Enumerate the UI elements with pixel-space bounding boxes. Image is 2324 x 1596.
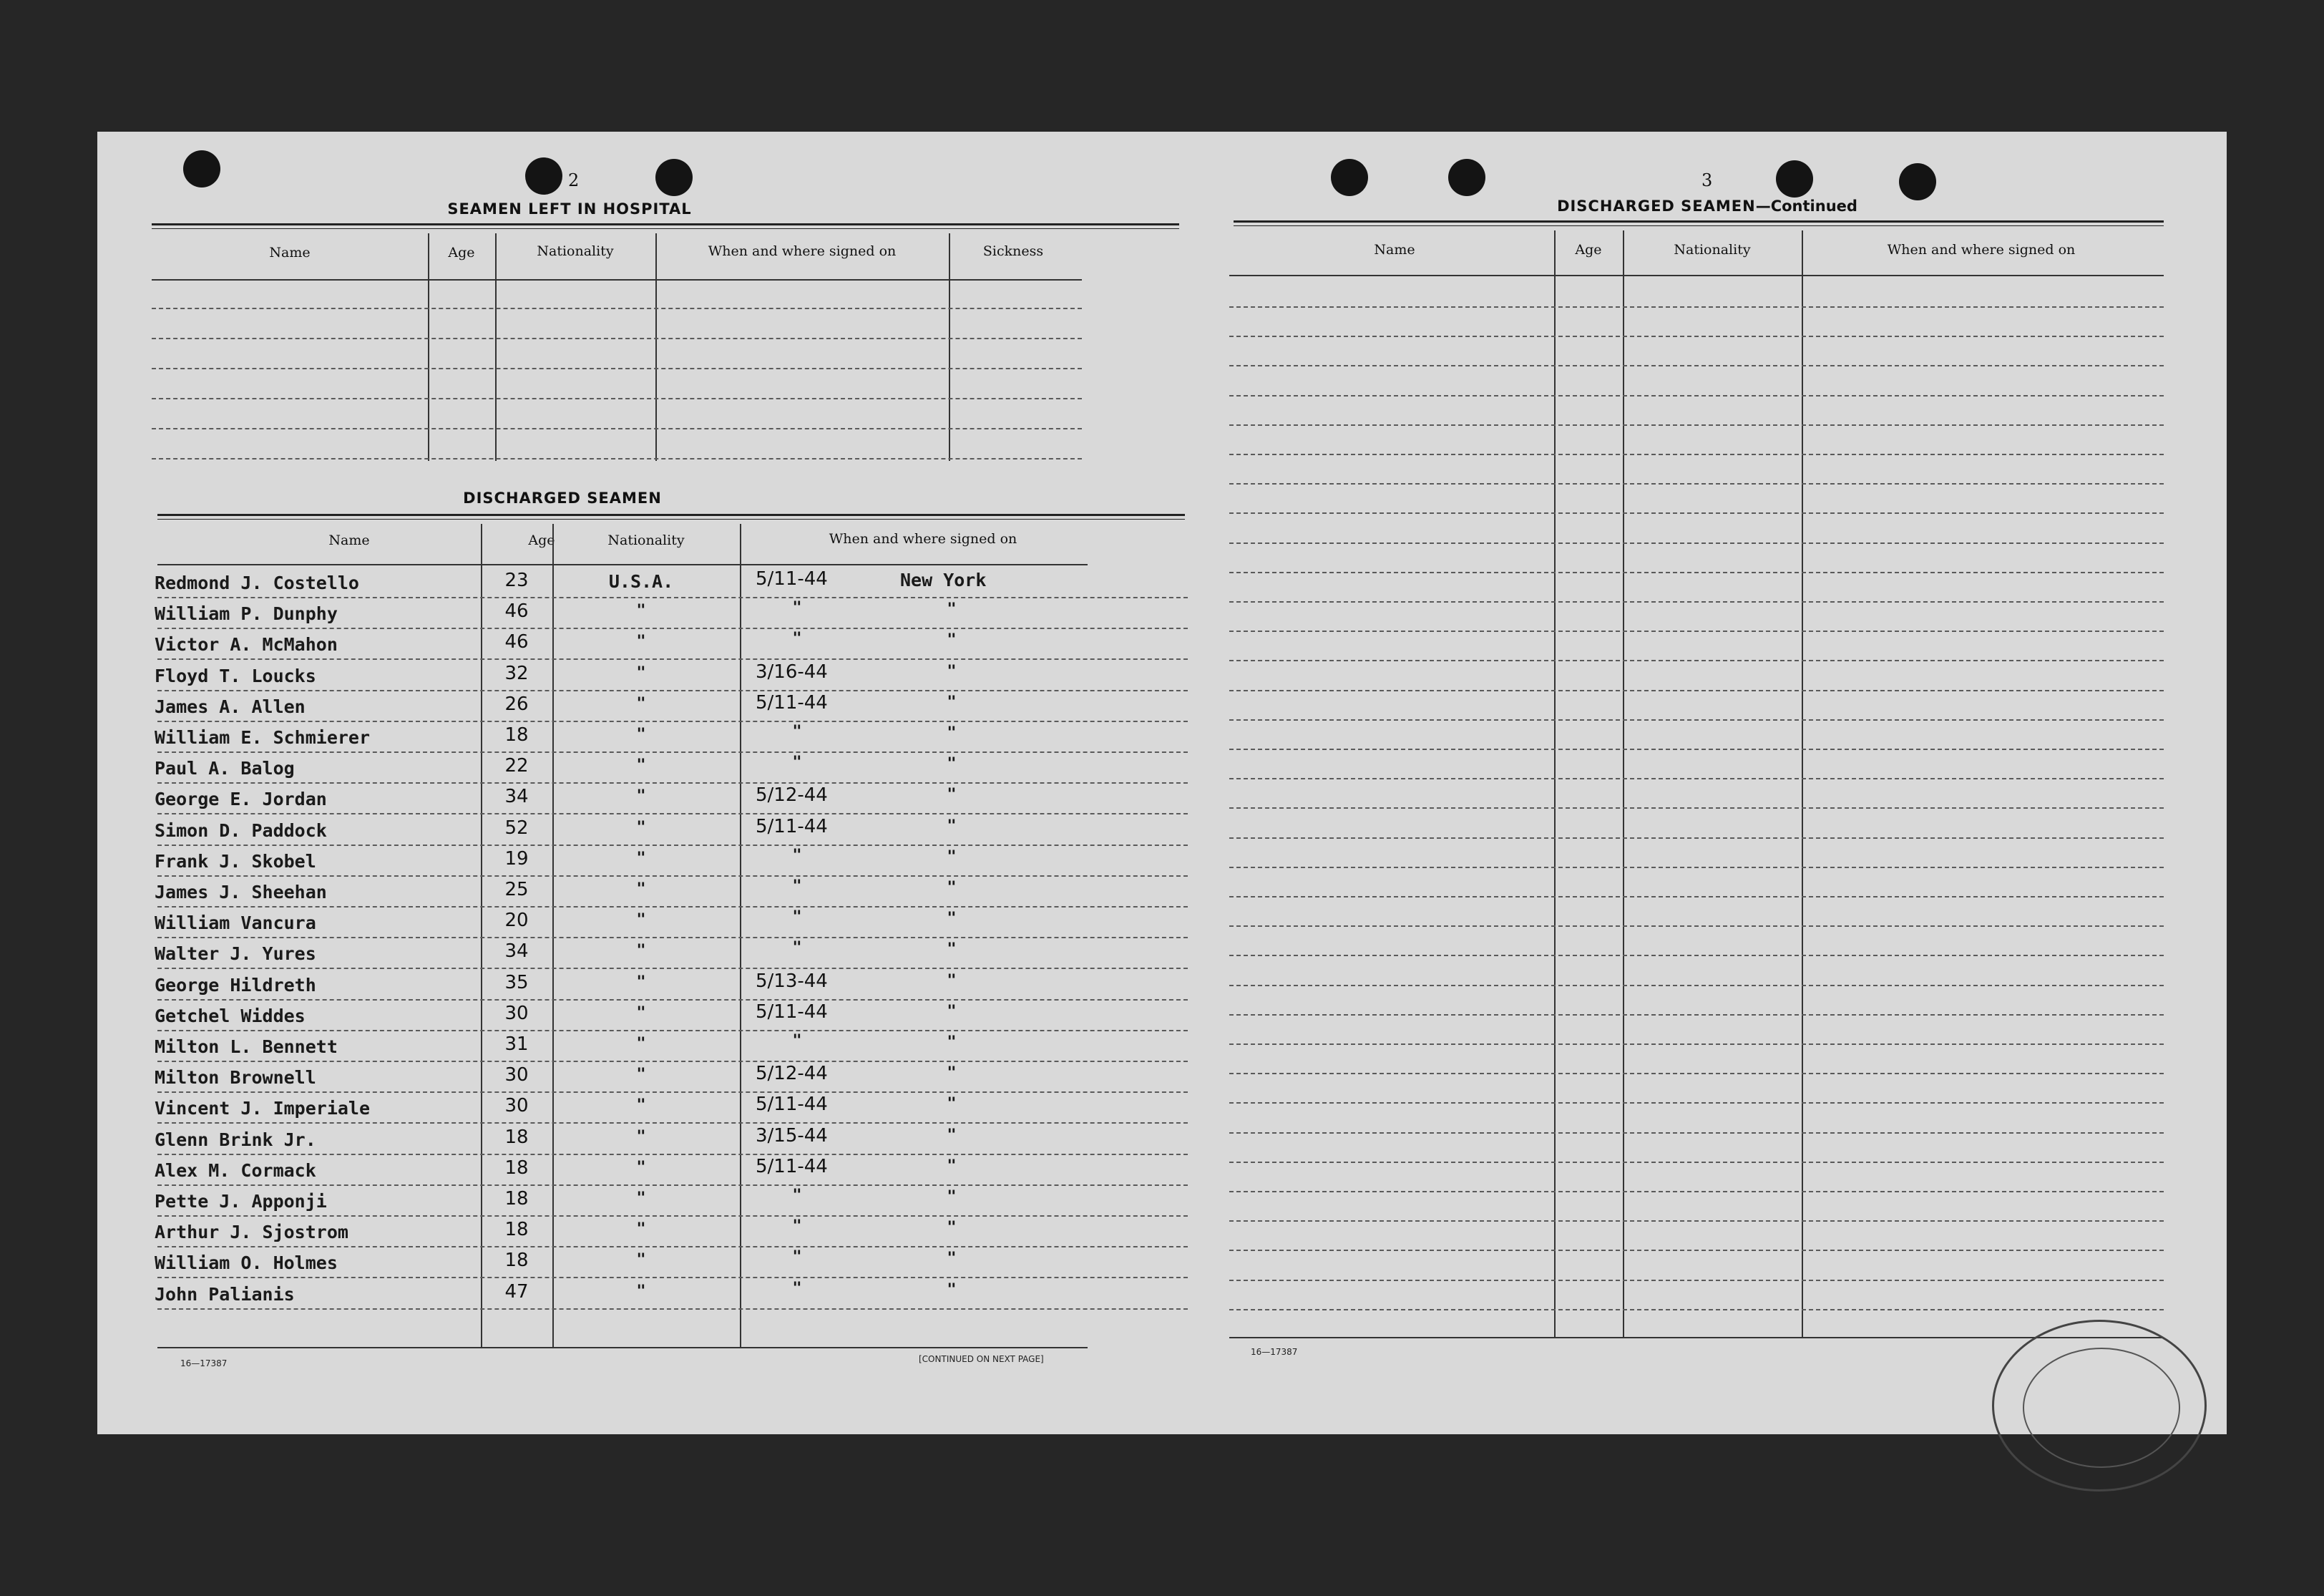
seaman-nationality: " (636, 911, 646, 930)
col-header-nationality: Nationality (1674, 242, 1751, 258)
signed-on-date: " (792, 723, 802, 741)
signed-on-place: " (947, 1064, 957, 1083)
signed-on-place: " (947, 817, 957, 835)
seaman-nationality: " (636, 1066, 646, 1084)
seaman-nationality: " (636, 1127, 646, 1146)
seaman-nationality: " (636, 1035, 646, 1053)
signed-on-date: " (792, 1217, 802, 1236)
page-number-right: 3 (1702, 170, 1713, 190)
seaman-age: 26 (504, 693, 529, 715)
seaman-nationality: " (636, 787, 646, 806)
seaman-nationality: " (636, 663, 646, 682)
signed-on-date: 5/12-44 (756, 784, 828, 807)
signed-on-date: 5/11-44 (756, 568, 828, 590)
col-header-age: Age (1575, 242, 1602, 258)
seaman-nationality: " (636, 1189, 646, 1207)
seaman-nationality: " (636, 1220, 646, 1239)
col-header-name: Name (1374, 242, 1415, 258)
seaman-name: Pette J. Apponji (155, 1191, 327, 1212)
signed-on-place: " (947, 1126, 957, 1144)
seaman-nationality: " (636, 973, 646, 991)
seaman-nationality: " (636, 756, 646, 775)
signed-on-date: " (792, 1032, 802, 1050)
seaman-age: 32 (504, 662, 529, 684)
col-header-age: Age (448, 245, 475, 261)
signed-on-date: 5/11-44 (756, 691, 828, 714)
seaman-name: Arthur J. Sjostrom (155, 1222, 348, 1243)
immigration-stamp (1992, 1320, 2207, 1492)
seaman-age: 34 (504, 786, 529, 808)
seaman-name: George E. Jordan (155, 789, 327, 810)
signed-on-date: 5/11-44 (756, 1001, 828, 1023)
seaman-name: Getchel Widdes (155, 1005, 306, 1026)
seaman-name: Walter J. Yures (155, 943, 316, 965)
signed-on-place: " (947, 1033, 957, 1051)
seaman-name: Floyd T. Loucks (155, 665, 316, 686)
punch-hole (183, 150, 220, 188)
seaman-age: 31 (504, 1033, 529, 1055)
seaman-age: 46 (504, 631, 529, 653)
signed-on-place: " (947, 1219, 957, 1237)
seaman-age: 30 (504, 1095, 529, 1117)
signed-on-date: " (792, 1248, 802, 1267)
col-header-name: Name (269, 245, 311, 261)
punch-hole (1448, 159, 1485, 196)
col-header-age: Age (528, 532, 555, 548)
signed-on-place: " (947, 1188, 957, 1206)
signed-on-place: " (947, 631, 957, 650)
seaman-name: Glenn Brink Jr. (155, 1129, 316, 1150)
seaman-age: 35 (504, 971, 529, 993)
seaman-age: 18 (504, 724, 529, 746)
seaman-name: Paul A. Balog (155, 758, 295, 779)
signed-on-date: " (792, 1187, 802, 1205)
seaman-nationality: " (636, 880, 646, 898)
seaman-name: George Hildreth (155, 974, 316, 996)
col-header-sickness: Sickness (982, 243, 1044, 259)
seaman-nationality: " (636, 1158, 646, 1177)
seaman-age: 46 (504, 600, 529, 623)
signed-on-date: 5/11-44 (756, 1094, 828, 1116)
signed-on-date: 5/13-44 (756, 970, 828, 992)
seaman-nationality: " (636, 694, 646, 713)
seaman-name: Frank J. Skobel (155, 850, 316, 872)
signed-on-place: " (947, 662, 957, 681)
signed-on-place: " (947, 786, 957, 804)
hospital-section-title: SEAMEN LEFT IN HOSPITAL (447, 200, 692, 218)
seaman-nationality: " (636, 726, 646, 744)
signed-on-place: " (947, 1280, 957, 1299)
seaman-nationality: " (636, 849, 646, 867)
signed-on-date: " (792, 754, 802, 772)
signed-on-date: " (792, 599, 802, 618)
signed-on-place: " (947, 1157, 957, 1175)
discharged-continued-title (1543, 198, 1872, 215)
seaman-age: 25 (504, 879, 529, 900)
seaman-age: 18 (504, 1250, 529, 1272)
seaman-age: 30 (504, 1064, 529, 1086)
seaman-age: 19 (504, 847, 529, 870)
signed-on-place: " (947, 755, 957, 774)
seaman-age: 18 (504, 1157, 529, 1179)
seaman-nationality: " (636, 1282, 646, 1300)
seaman-name: Victor A. McMahon (155, 634, 338, 656)
seaman-name: James A. Allen (155, 696, 306, 717)
page-number-left: 2 (568, 170, 580, 190)
seaman-age: 22 (504, 755, 529, 777)
signed-on-place: " (947, 693, 957, 711)
signed-on-date: " (792, 846, 802, 865)
seaman-nationality: " (636, 818, 646, 837)
signed-on-place: " (947, 940, 957, 959)
title-continued: —Continued (1755, 198, 1857, 215)
seaman-nationality: " (636, 1003, 646, 1022)
seaman-name: William P. Dunphy (155, 603, 338, 625)
signed-on-place: " (947, 724, 957, 742)
title-main: DISCHARGED SEAMEN (1557, 198, 1756, 215)
col-header-signed-on: When and where signed on (1887, 242, 2076, 258)
continued-note: [CONTINUED ON NEXT PAGE] (919, 1354, 1044, 1364)
signed-on-place: " (947, 1002, 957, 1021)
signed-on-date: 5/12-44 (756, 1063, 828, 1085)
seaman-age: 18 (504, 1188, 529, 1210)
seaman-nationality: " (636, 633, 646, 651)
seaman-age: 47 (504, 1280, 529, 1303)
seaman-age: 23 (504, 570, 529, 591)
signed-on-date: " (792, 877, 802, 895)
col-header-nationality: Nationality (607, 532, 685, 548)
seaman-age: 18 (504, 1126, 529, 1148)
seaman-name: Milton Brownell (155, 1067, 316, 1089)
seaman-nationality: " (636, 942, 646, 960)
signed-on-date: 5/11-44 (756, 815, 828, 837)
seaman-age: 34 (504, 940, 529, 963)
punch-hole (1331, 159, 1368, 196)
seaman-age: 30 (504, 1002, 529, 1024)
signed-on-place: " (947, 910, 957, 928)
col-header-nationality: Nationality (537, 243, 614, 259)
form-number-left: 16—17387 (180, 1358, 228, 1368)
signed-on-date: 3/15-44 (756, 1124, 828, 1147)
seaman-name: Alex M. Cormack (155, 1159, 316, 1181)
signed-on-date: " (792, 939, 802, 958)
form-number-right: 16—17387 (1251, 1347, 1298, 1357)
col-header-signed-on: When and where signed on (829, 531, 1017, 547)
signed-on-date: 5/11-44 (756, 1155, 828, 1177)
col-header-name: Name (328, 532, 370, 548)
seaman-age: 20 (504, 910, 529, 932)
signed-on-place: " (947, 847, 957, 866)
seaman-name: Redmond J. Costello (155, 573, 359, 593)
signed-on-place: New York (900, 570, 987, 590)
seaman-name: William O. Holmes (155, 1252, 338, 1274)
punch-hole (525, 157, 562, 195)
seaman-name: John Palianis (155, 1283, 295, 1305)
seaman-nationality: " (636, 602, 646, 621)
signed-on-place: " (947, 1250, 957, 1268)
signed-on-place: " (947, 1095, 957, 1114)
signed-on-date: " (792, 630, 802, 648)
seaman-name: James J. Sheehan (155, 882, 327, 902)
seaman-nationality: " (636, 1251, 646, 1270)
col-header-signed-on: When and where signed on (708, 243, 897, 259)
seaman-name: Milton L. Bennett (155, 1036, 338, 1057)
manifest-sheet (97, 132, 2227, 1434)
seaman-name: William Vancura (155, 913, 316, 934)
signed-on-date: " (792, 908, 802, 927)
signed-on-place: " (947, 600, 957, 619)
discharged-section-title: DISCHARGED SEAMEN (463, 490, 662, 507)
seaman-age: 52 (504, 817, 529, 839)
signed-on-date: 3/16-44 (756, 661, 828, 683)
seaman-name: William E. Schmierer (155, 727, 371, 748)
seaman-name: Simon D. Paddock (155, 819, 327, 841)
seaman-name: Vincent J. Imperiale (155, 1098, 371, 1119)
seaman-nationality: " (636, 1096, 646, 1115)
punch-hole (1776, 160, 1813, 198)
signed-on-place: " (947, 971, 957, 990)
seaman-nationality: U.S.A. (608, 571, 674, 592)
seaman-age: 18 (504, 1219, 529, 1241)
punch-hole (1899, 163, 1936, 200)
signed-on-date: " (792, 1279, 802, 1298)
punch-hole (655, 159, 693, 196)
signed-on-place: " (947, 879, 957, 897)
